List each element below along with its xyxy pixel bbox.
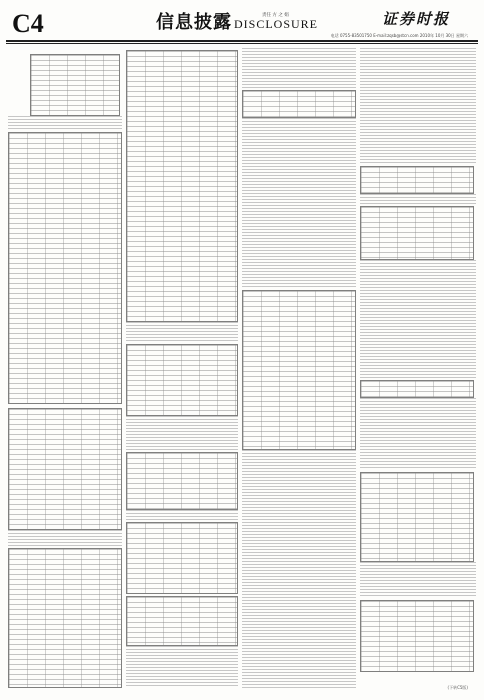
text-block [8,116,122,130]
table-block [126,522,238,594]
text-block [242,118,356,288]
masthead [6,4,478,44]
section-title-cn: 信息披露 [156,12,232,33]
text-block [242,48,356,88]
table-block [360,380,474,398]
column-4 [360,48,476,688]
table-block [8,132,122,404]
section-title [156,12,318,35]
table-block [242,290,356,450]
text-block [8,530,122,546]
newspaper-logo: 证券时报 [381,10,450,28]
table-block [126,596,238,646]
header-rule-thin [6,43,478,44]
text-block [360,398,476,470]
editor-line: 责任 方 之 娟 [262,13,289,18]
table-block [360,472,474,562]
table-block [30,54,120,116]
text-block [360,194,476,204]
table-block [126,50,238,322]
text-block [360,562,476,598]
text-block [126,322,238,342]
text-block [360,48,476,164]
table-block [360,206,474,260]
column-2 [126,48,238,688]
table-block [360,166,474,194]
text-block [126,646,238,688]
page-number: C4 [12,9,44,38]
table-block [360,600,474,672]
table-block [126,344,238,416]
table-block [242,90,356,118]
column-1 [8,48,122,688]
text-block [360,260,476,378]
meta-line: 电话 0755-83501750 E-mail:zqsb@stcn.com 2010年 10月 30日 星期六 [330,33,468,38]
continued-note: (下转C5版) [447,685,468,690]
section-title-en: DISCLOSURE [234,17,319,31]
text-block [242,450,356,688]
text-block [126,416,238,450]
table-block [126,452,238,510]
table-block [8,548,122,688]
header-rule [6,40,478,42]
column-3 [242,48,356,688]
text-block [126,510,238,520]
table-block [8,408,122,530]
